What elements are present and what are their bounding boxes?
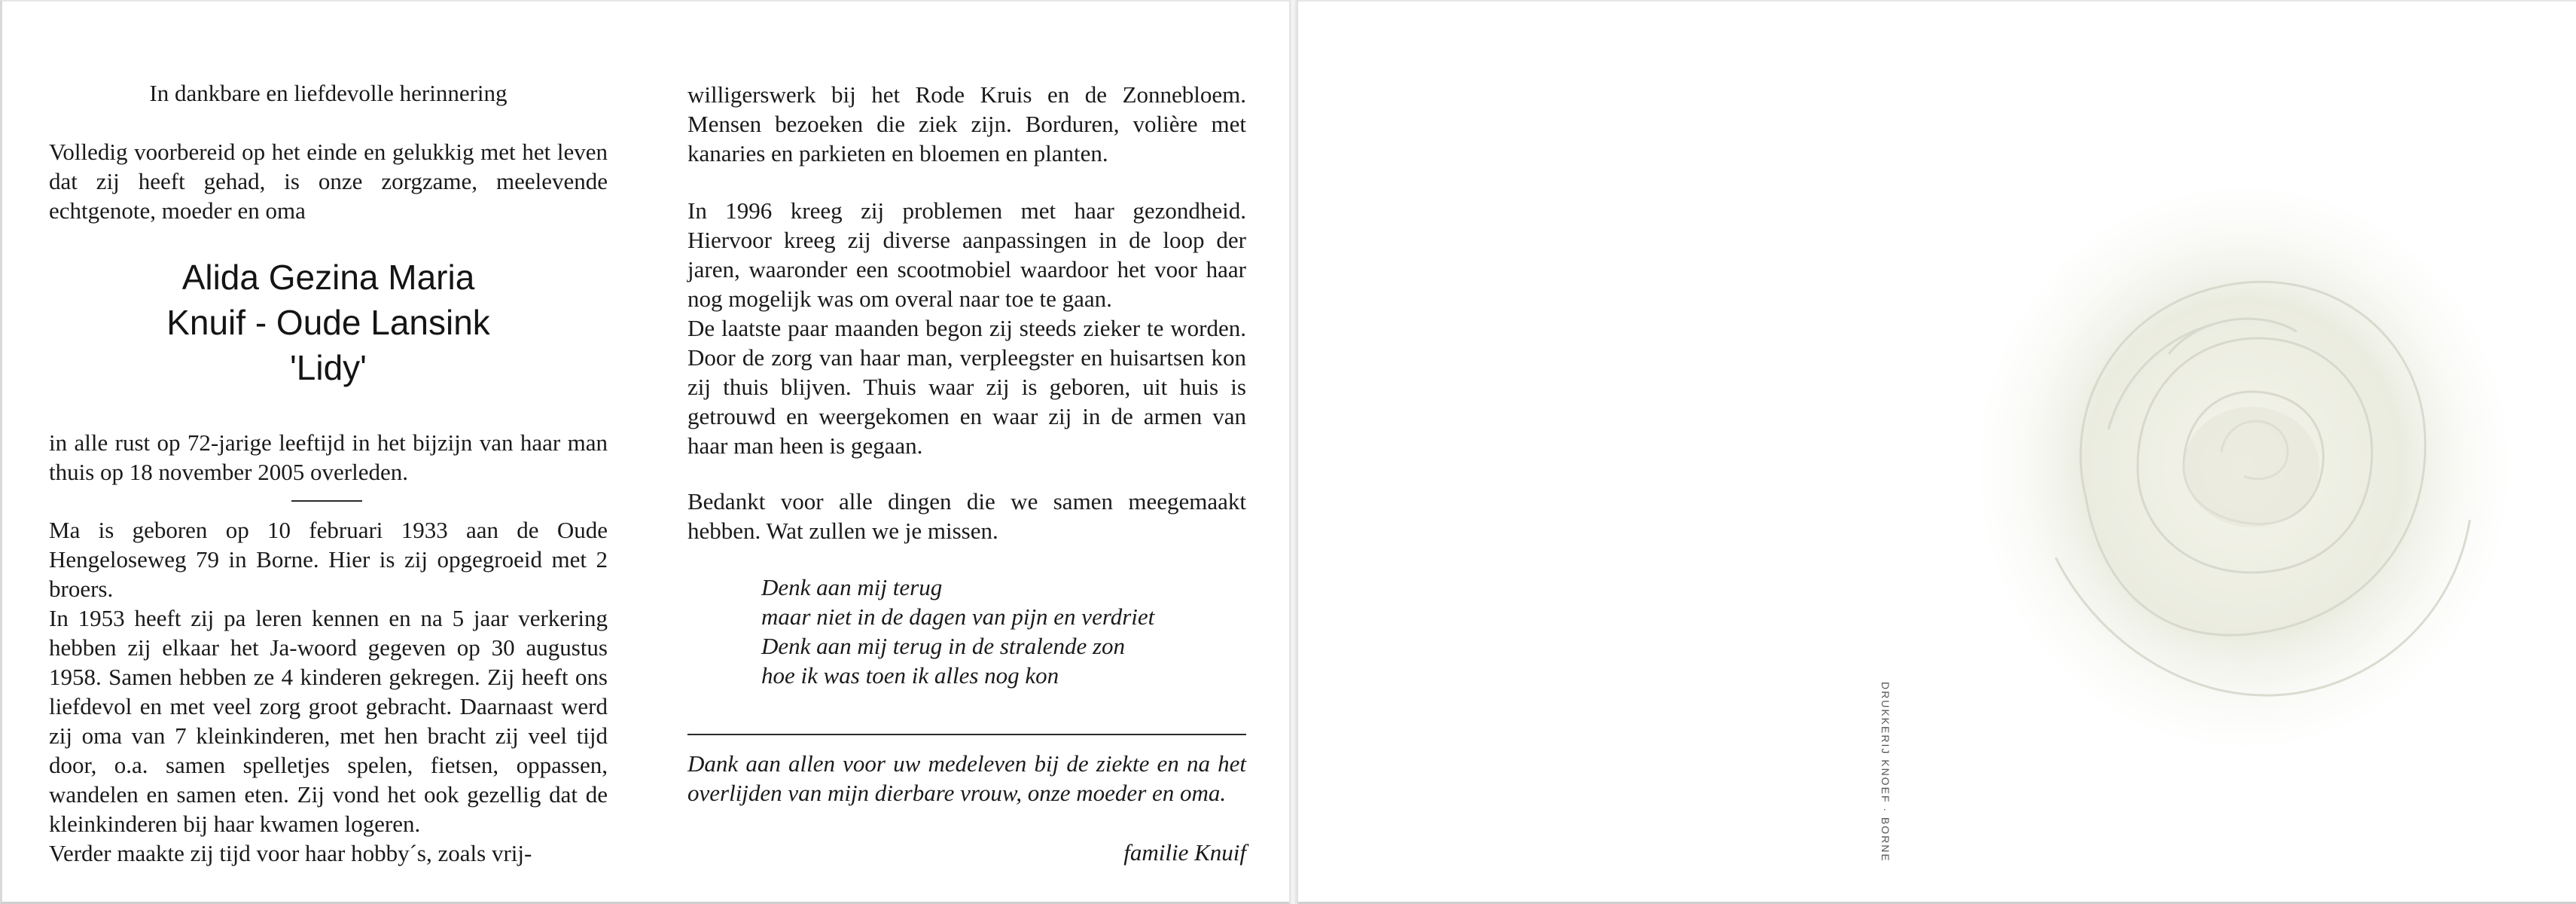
card-fold: [1289, 0, 1298, 904]
bio-paragraph-2: In 1953 heeft zij pa leren kennen en na 5 jaar verkering hebben zij elkaar het Ja-woord gegeven op 30 augustus 1958. Samen hebben ze 4 kinderen gekregen. Zij heeft ons liefdevol en met veel zorg groot gebracht. Daarnaast werd zij oma van 7 kleinkinderen, met hen bracht zij veel tijd door, o.a. samen spelletjes spelen, fietsen, oppassen, wandelen en samen eten. Zij vond het ook gezellig dat de kleinkinderen bij haar kwamen logeren.: [49, 605, 608, 837]
poem-line: maar niet in de dagen van pijn en verdriet: [761, 603, 1155, 630]
name-line-2: Knuif - Oude Lansink: [166, 303, 490, 342]
printer-credit: DRUKKERIJ KNOEF · BORNE: [1879, 682, 1892, 863]
remembrance-heading: In dankbare en liefdevolle herinnering: [149, 80, 508, 106]
family-signature: familie Knuif: [1123, 839, 1246, 866]
thanks-paragraph: Dank aan allen voor uw medeleven bij de ziekte en na het overlijden van mijn dierbare vrouw, onze moeder en oma.: [687, 750, 1246, 806]
bio-paragraph-3: Verder maakte zij tijd voor haar hobby´s, zoals vrij-: [49, 840, 532, 866]
bio-paragraph-1: Ma is geboren op 10 februari 1933 aan de Oude Hengeloseweg 79 in Borne. Hier is zij opgegroeid met 2 broers.: [49, 517, 608, 602]
intro-paragraph: Volledig voorbereid op het einde en gelukkig met het leven dat zij heeft gehad, is onze zorgzame, meelevende echtgenote, moeder en oma: [49, 139, 608, 224]
health-paragraph: In 1996 kreeg zij problemen met haar gezondheid. Hiervoor kreeg zij diverse aanpassingen in de loop der jaren, waaronder een scootmobiel waardoor het voor haar nog mogelijk was om overal naar toe te gaan.: [687, 197, 1246, 312]
final-months-paragraph: De laatste paar maanden begon zij steeds zieker te worden. Door de zorg van haar man, verpleegster en huisartsen kon zij thuis blijven. Thuis waar zij is geboren, uit huis is getrouwd en weergekomen en waar zij in de armen van haar man heen is gegaan.: [687, 315, 1246, 459]
name-line-1: Alida Gezina Maria: [181, 258, 475, 297]
poem: [761, 573, 1243, 690]
poem-line: hoe ik was toen ik alles nog kon: [761, 662, 1059, 689]
deceased-name-block: [49, 255, 608, 390]
hobbies-paragraph: willigerswerk bij het Rode Kruis en de Zonnebloem. Mensen bezoeken die ziek zijn. Borduren, volière met kanaries en parkieten en bloemen en planten.: [687, 81, 1246, 166]
poem-line: Denk aan mij terug in de stralende zon: [761, 633, 1126, 659]
long-divider: [687, 734, 1246, 735]
poem-line: Denk aan mij terug: [761, 574, 943, 600]
rose-illustration: [1973, 181, 2515, 753]
passing-paragraph: in alle rust op 72-jarige leeftijd in het bijzijn van haar man thuis op 18 november 2005 overleden.: [49, 429, 608, 485]
biography: [49, 515, 608, 868]
health-section: [687, 196, 1246, 460]
nickname: 'Lidy': [290, 348, 367, 387]
short-divider: [291, 500, 362, 502]
gratitude-paragraph: Bedankt voor alle dingen die we samen meegemaakt hebben. Wat zullen we je missen.: [687, 488, 1246, 544]
